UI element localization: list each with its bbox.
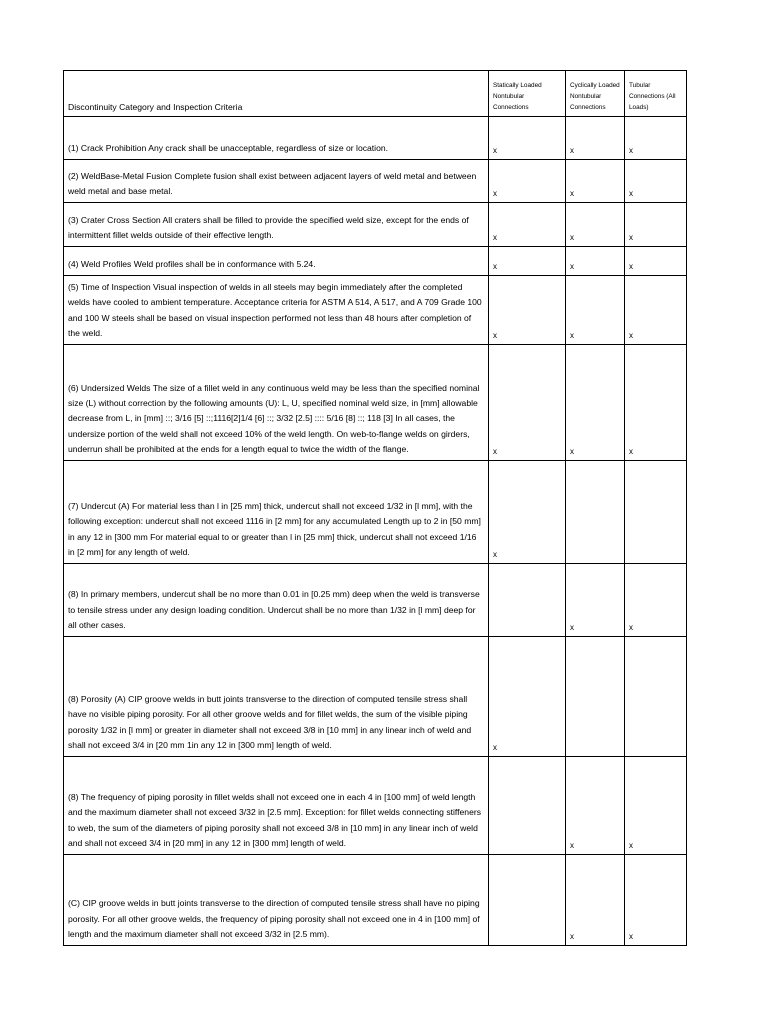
table-row <box>64 757 687 855</box>
criterion-text: (3) Crater Cross Section All craters shall be filled to provide the specified weld size, except for the ends of intermittent fillet welds outside of their effective length. <box>64 203 489 247</box>
static-mark: x <box>489 461 566 564</box>
static-mark <box>489 757 566 855</box>
inspection-criteria-table <box>63 70 687 946</box>
criterion-text: (6) Undersized Welds The size of a fillet weld in any continuous weld may be less than the specified nominal size (L) without correction by the following amounts (U): L, U, specified nominal weld size, in [mm] allowable decrease from L, in [mm] ::; 3/16 [5] ::;1116[2]1/4 [6] ::; 3/32 [2.5] :::: 5/16 [8] ::; 118 [3] In all cases, the undersize portion of the weld shall not exceed 10% of the weld length. On web-to-flange welds on girders, underrun shall be prohibited at the ends for a length equal to twice the width of the flange. <box>64 345 489 461</box>
tubular-mark: x <box>625 247 687 276</box>
table-row <box>64 637 687 757</box>
static-mark: x <box>489 276 566 345</box>
criterion-text: (8) In primary members, undercut shall be no more than 0.01 in [0.25 mm) deep when the weld is transverse to tensile stress under any design loading condition. Undercut shall be no more than 1/32 in [l mm] deep for all other cases. <box>64 564 489 637</box>
cyclic-mark: x <box>566 564 625 637</box>
table-row <box>64 203 687 247</box>
criterion-text: (2) WeldBase-Metal Fusion Complete fusion shall exist between adjacent layers of weld metal and between weld metal and base metal. <box>64 160 489 203</box>
cyclic-mark: x <box>566 247 625 276</box>
header-criteria: Discontinuity Category and Inspection Criteria <box>64 71 489 117</box>
cyclic-mark <box>566 637 625 757</box>
static-mark <box>489 564 566 637</box>
cyclic-mark: x <box>566 117 625 160</box>
table-row <box>64 564 687 637</box>
table-header-row <box>64 71 687 117</box>
cyclic-mark <box>566 461 625 564</box>
table-row <box>64 160 687 203</box>
tubular-mark: x <box>625 757 687 855</box>
static-mark: x <box>489 203 566 247</box>
criterion-text: (8) Porosity (A) CIP groove welds in butt joints transverse to the direction of computed tensile stress shall have no visible piping porosity. For all other groove welds and for fillet welds, the sum of the visible piping porosity 1/32 in [l mm] or greater in diameter shall not exceed 3/8 in [10 mm] in any linear inch of weld and shall not exceed 3/4 in [20 mm 1in any 12 in [300 mm] length of weld. <box>64 637 489 757</box>
tubular-mark: x <box>625 564 687 637</box>
static-mark <box>489 855 566 946</box>
header-tubular: Tubular Connections (All Loads) <box>625 71 687 117</box>
tubular-mark: x <box>625 855 687 946</box>
table-row <box>64 276 687 345</box>
static-mark: x <box>489 117 566 160</box>
criterion-text: (5) Time of Inspection Visual inspection of welds in all steels may begin immediately after the completed welds have cooled to ambient temperature. Acceptance criteria for ASTM A 514, A 517, and A 709 Grade 100 and 100 W steels shall be based on visual inspection performed not less than 48 hours after completion of the weld. <box>64 276 489 345</box>
cyclic-mark: x <box>566 855 625 946</box>
table-row <box>64 345 687 461</box>
tubular-mark <box>625 461 687 564</box>
table-row <box>64 855 687 946</box>
tubular-mark: x <box>625 276 687 345</box>
criterion-text: (1) Crack Prohibition Any crack shall be unacceptable, regardless of size or location. <box>64 117 489 160</box>
tubular-mark: x <box>625 117 687 160</box>
tubular-mark: x <box>625 203 687 247</box>
static-mark: x <box>489 160 566 203</box>
tubular-mark: x <box>625 160 687 203</box>
cyclic-mark: x <box>566 345 625 461</box>
static-mark: x <box>489 345 566 461</box>
cyclic-mark: x <box>566 203 625 247</box>
criterion-text: (4) Weld Profiles Weld profiles shall be in conformance with 5.24. <box>64 247 489 276</box>
static-mark: x <box>489 637 566 757</box>
table-row <box>64 117 687 160</box>
criterion-text: (7) Undercut (A) For material less than l in [25 mm] thick, undercut shall not exceed 1/32 in [l mm], with the following exception: undercut shall not exceed 1116 in [2 mm] for any accumulated Length up to 2 in [50 mm] in any 12 in [300 mm For material equal to or greater than l in [25 mm] thick, undercut shall not exceed 1/16 in [2 mm] for any length of weld. <box>64 461 489 564</box>
cyclic-mark: x <box>566 276 625 345</box>
tubular-mark <box>625 637 687 757</box>
table-row <box>64 247 687 276</box>
criterion-text: (8) The frequency of piping porosity in fillet welds shall not exceed one in each 4 in [100 mm] of weld length and the maximum diameter shall not exceed 3/32 in [2.5 mm]. Exception: for fillet welds connecting stiffeners to web, the sum of the diameters of piping porosity shall not exceed 3/8 in [10 mm] in any linear inch of weld and shall not exceed 3/4 in [20 mm] in any 12 in [300 mm] length of weld. <box>64 757 489 855</box>
table-row <box>64 461 687 564</box>
header-cyclically-loaded: Cyclically Loaded Nontubular Connections <box>566 71 625 117</box>
cyclic-mark: x <box>566 160 625 203</box>
criterion-text: (C) CIP groove welds in butt joints transverse to the direction of computed tensile stress shall have no piping porosity. For all other groove welds, the frequency of piping porosity shall not exceed one in 4 in [100 mm] of length and the maximum diameter shall not exceed 3/32 in [2.5 mm). <box>64 855 489 946</box>
cyclic-mark: x <box>566 757 625 855</box>
tubular-mark: x <box>625 345 687 461</box>
static-mark: x <box>489 247 566 276</box>
header-statically-loaded: Statically Loaded Nontubular Connections <box>489 71 566 117</box>
